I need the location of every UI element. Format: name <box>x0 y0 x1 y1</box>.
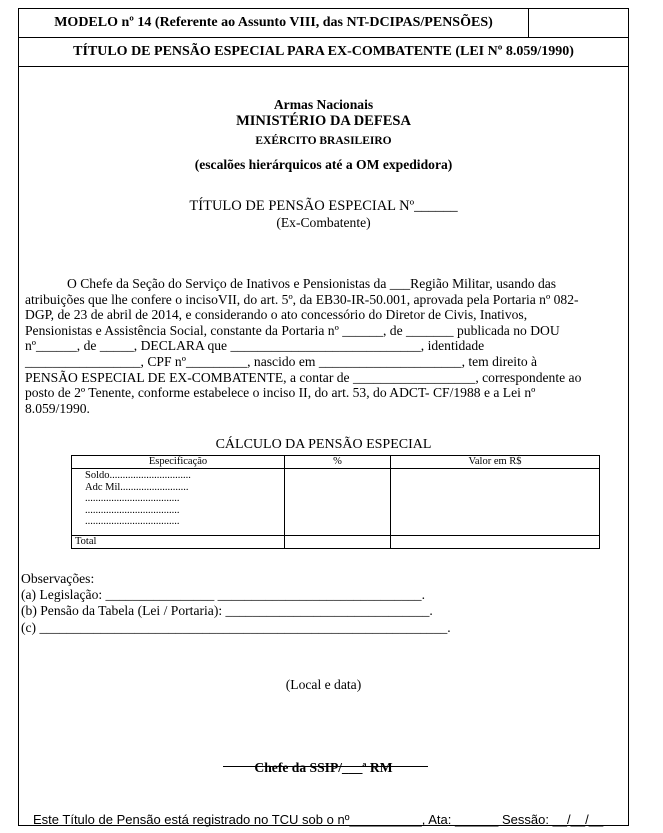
body-line: 8.059/1990. <box>25 400 90 416</box>
spec-item: Adc Mil.......................... <box>85 481 189 493</box>
doc-subtitle: (Ex-Combatente) <box>276 215 371 230</box>
body-line: Pensionistas e Assistência Social, constante da Portaria nº ______, de _______ publicada no DOU <box>25 322 560 338</box>
obs-title: Observações: <box>21 571 95 586</box>
body-line: DGP, de 23 de abril de 2014, e considerando o ato concessório do Diretor de Civis, Inativos, <box>25 307 528 323</box>
total-label: Total <box>72 536 285 549</box>
body-line: posto de 2º Tenente, conforme estabelece o inciso II, do art. 53, do ADCT- CF/1988 e a Lei nº <box>25 385 536 401</box>
body-line: nº______, de _____, DECLARA que ____________________________, identidade <box>25 338 485 354</box>
obs-c: (c) ____________________________________________________________. <box>21 620 451 635</box>
body-line: O Chefe da Seção do Serviço de Inativos e Pensionistas da ___Região Militar, usando das <box>67 276 557 291</box>
doc-title: TÍTULO DE PENSÃO ESPECIAL Nº______ <box>189 198 458 214</box>
spec-cell <box>72 469 285 536</box>
header-title: TÍTULO DE PENSÃO ESPECIAL PARA EX-COMBATENTE (LEI Nº 8.059/1990) <box>19 38 628 67</box>
org-escaloes: (escalões hierárquicos até a OM expedidora) <box>194 157 453 172</box>
document-frame <box>18 8 629 826</box>
col-header: Especificação <box>72 456 285 469</box>
body-line: PENSÃO ESPECIAL DE EX-COMBATENTE, a contar de __________________, correspondente ao <box>25 369 582 385</box>
org-exercito: EXÉRCITO BRASILEIRO <box>255 135 392 147</box>
spec-item: Soldo............................... <box>85 470 191 481</box>
body-line: atribuições que lhe confere o incisoVII, do art. 5º, da EB30-IR-50.001, aprovada pela Portaria nº 082- <box>25 291 579 307</box>
obs-b: (b) Pensão da Tabela (Lei / Portaria): ______________________________. <box>21 603 433 618</box>
declaration-text <box>25 276 623 416</box>
model-label: MODELO nº 14 (Referente ao Assunto VIII, das NT-DCIPAS/PENSÕES) <box>19 9 529 37</box>
col-header: Valor em R$ <box>391 456 600 469</box>
signature-title: Chefe da SSIP/___ª RM <box>254 760 393 775</box>
spec-item: .................................... <box>85 493 180 504</box>
value-cell <box>391 469 600 536</box>
body-line: _________________, CPF nº_________, nascido em _____________________, tem direito à <box>25 353 538 369</box>
org-armas: Armas Nacionais <box>273 97 374 112</box>
calc-title: CÁLCULO DA PENSÃO ESPECIAL <box>215 437 432 452</box>
tcu-registration: Este Título de Pensão está registrado no TCU sob o nº__________, Ata: ______ Sessão: __/__/__ <box>33 812 604 827</box>
col-header: % <box>285 456 391 469</box>
place-date: (Local e data) <box>285 677 362 692</box>
total-value <box>391 536 600 549</box>
spec-item: .................................... <box>85 516 180 527</box>
obs-a: (a) Legislação: ________________ ______________________________. <box>21 587 425 602</box>
percent-cell <box>285 469 391 536</box>
total-percent <box>285 536 391 549</box>
spec-item: .................................... <box>85 504 180 516</box>
calc-table <box>71 455 600 549</box>
org-ministerio: MINISTÉRIO DA DEFESA <box>236 113 411 129</box>
header-model-row <box>19 9 628 38</box>
